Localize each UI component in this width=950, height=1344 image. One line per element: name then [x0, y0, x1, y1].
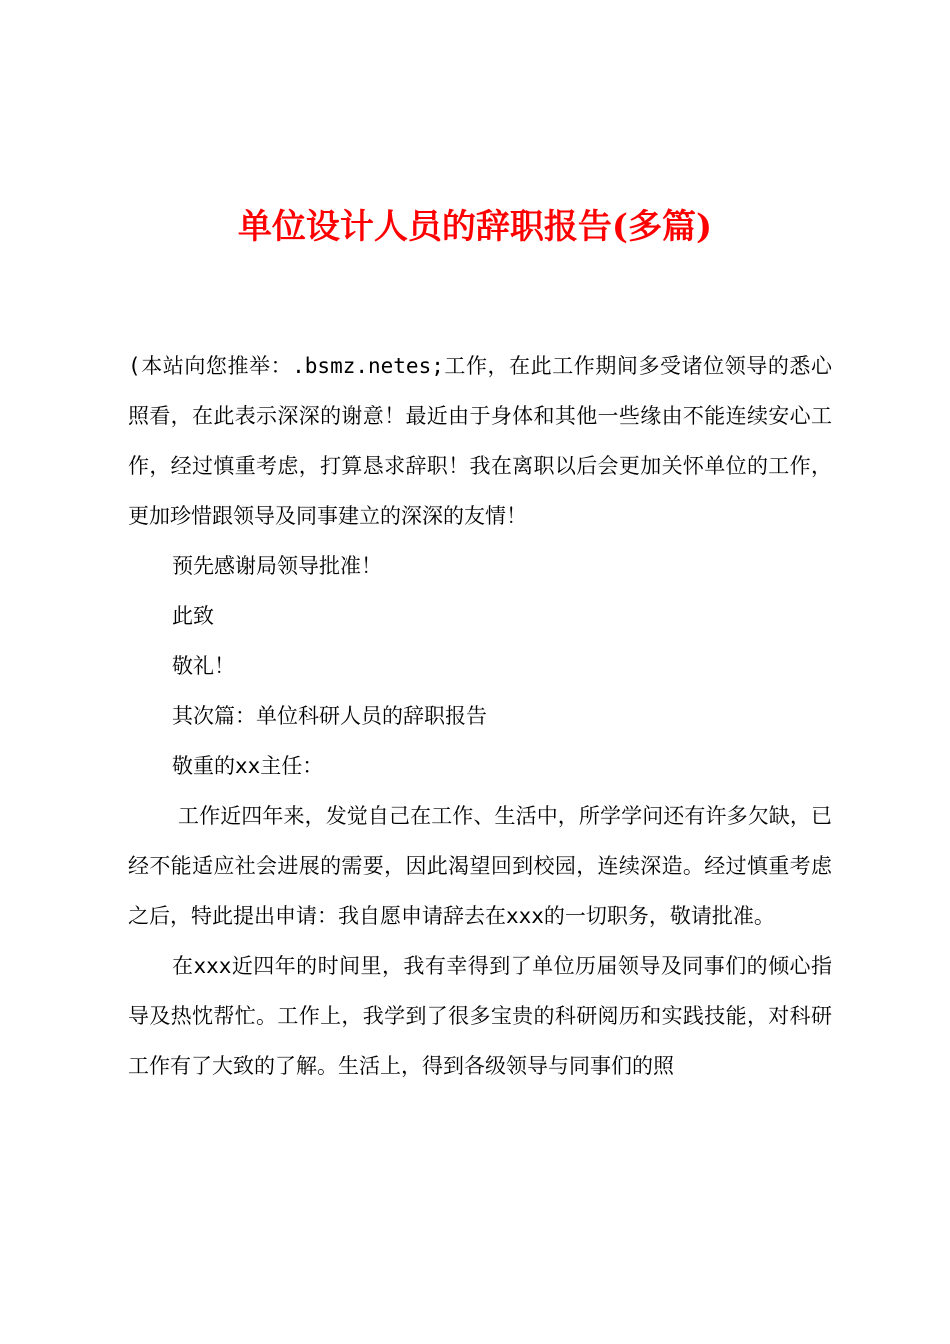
- paragraph-salute: 敬礼！: [172, 654, 235, 678]
- paragraph-closing: 此致: [172, 604, 214, 628]
- paragraph-reason: 工作近四年来，发觉自己在工作、生活中，所学学问还有许多欠缺，已经不能适应社会进展的需要，因此渴望回到校园，连续深造。经过慎重考虑之后，特此提出申请：我自愿申请辞去在xxx的一切职务，敬请批准。: [128, 804, 832, 928]
- paragraph-gratitude: 在xxx近四年的时间里，我有幸得到了单位历届领导及同事们的倾心指导及热忱帮忙。工作上，我学到了很多宝贵的科研阅历和实践技能，对科研工作有了大致的了解。生活上，得到各级领导与同事们的照: [128, 954, 832, 1078]
- paragraph-salutation: 敬重的xx主任：: [172, 754, 324, 778]
- section-heading-second: 其次篇：单位科研人员的辞职报告: [172, 704, 487, 728]
- paragraph-thanks: 预先感谢局领导批准！: [172, 554, 382, 578]
- paragraph-intro: (本站向您推举：.bsmz.netes;工作，在此工作期间多受诸位领导的悉心照看，在此表示深深的谢意！最近由于身体和其他一些缘由不能连续安心工作，经过慎重考虑，打算恳求辞职！我在离职以后会更加关怀单位的工作，更加珍惜跟领导及同事建立的深深的友情！: [128, 354, 832, 528]
- document-title: 单位设计人员的辞职报告(多篇): [237, 207, 713, 247]
- document-body: [128, 341, 832, 1091]
